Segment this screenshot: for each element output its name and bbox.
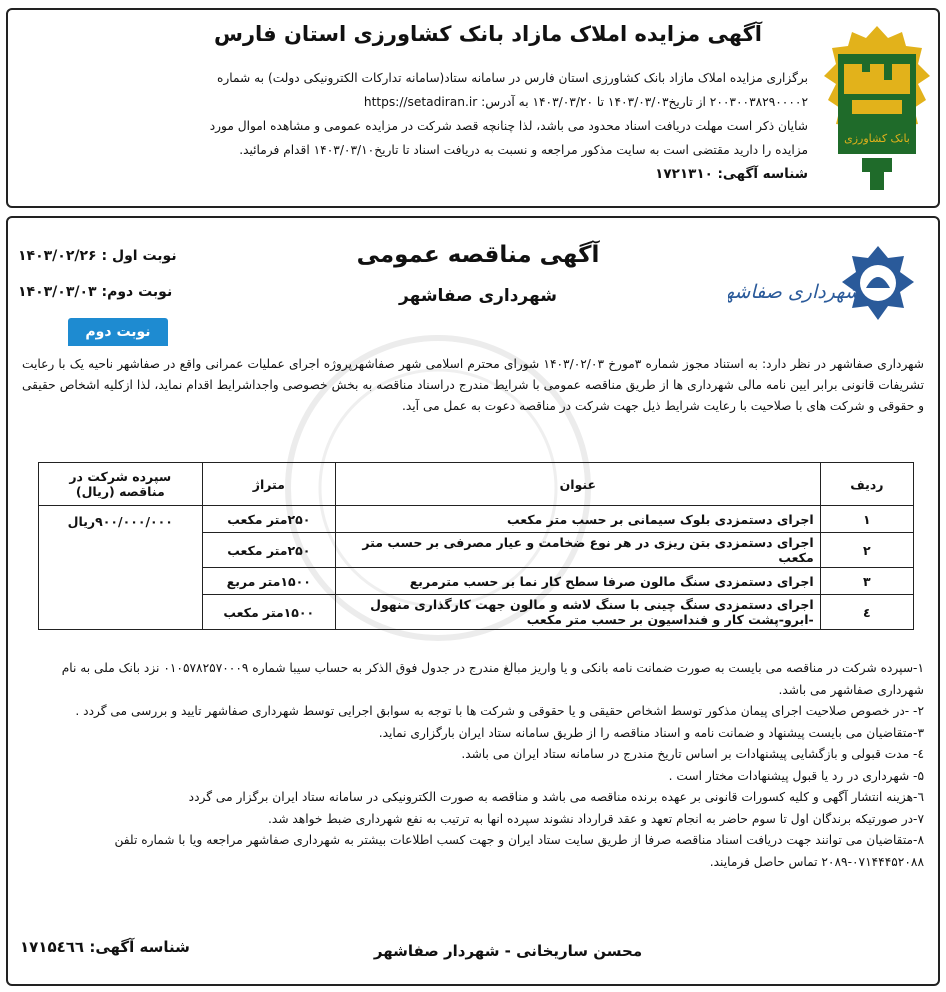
condition-item: ٤- مدت قبولی و بازگشایی پیشنهادات بر اساس تاریخ مندرج در سامانه ستاد ایران می باشد. (461, 747, 924, 761)
condition-item: ۲- -در خصوص صلاحیت اجرای پیمان مذکور توسط اشخاص حقیقی و یا حقوقی و شرکت ها با توجه به سوابق اجرایی توسط شهرداری صفاشهر تایید و بررسی می گردد . (75, 704, 924, 718)
round-second-date: نوبت دوم: ۱۴۰۳/۰۳/۰۳ (18, 284, 173, 300)
condition-item: ۳-متقاضیان می بایست پیشنهاد و ضمانت نامه و اسناد مناقصه را از طریق سامانه ستاد ایران بارگزاری نماید. (378, 725, 924, 740)
condition-item: ۱-سپرده شرکت در مناقصه می بایست به صورت ضمانت نامه بانکی و یا واریز مبالغ مندرج در جدول فوق الذکر به حساب سیبا شماره ۰۱۰۵۷۸۲۵۷۰۰۰۹ نزد بانک ملی به نام شهرداری صفاشهر می باشد. (61, 661, 924, 697)
bank-logo-text: بانک کشاورزی (844, 132, 910, 145)
tender-subtitle: شهرداری صفاشهر (399, 286, 557, 306)
row-deposit: ۹۰۰/۰۰۰/۰۰۰ریال (39, 506, 203, 630)
table-header-row (39, 463, 914, 506)
row-title: اجرای دستمزدی سنگ چینی با سنگ لاشه و مالون جهت کارگذاری منهول -ابرو-پشت کار و فنداسیون بر حسب متر مکعب (336, 595, 821, 630)
row-number: ٤ (820, 595, 913, 630)
header-quantity: متراژ (202, 463, 335, 506)
header-deposit: سپرده شرکت در مناقصه (ریال) (39, 463, 203, 506)
auction-body (22, 66, 808, 186)
row-number: ۲ (820, 533, 913, 568)
auction-title: آگهی مزایده املاک مازاد بانک کشاورزی استان فارس (213, 22, 762, 46)
auction-notice (6, 8, 940, 208)
bank-keshavarzi-logo (822, 24, 932, 194)
table-row (39, 506, 914, 533)
row-quantity: ۲۵۰متر مکعب (202, 533, 335, 568)
tender-notice (6, 216, 940, 986)
row-title: اجرای دستمزدی بتن ریزی در هر نوع ضخامت و عیار مصرفی بر حسب متر مکعب (336, 533, 821, 568)
auction-line: شایان ذکر است مهلت دریافت اسناد محدود می باشد، لذا چنانچه قصد شرکت در مزایده عمومی و مشاهده اموال مورد (209, 119, 808, 133)
condition-item: ٦-هزینه انتشار آگهی و کلیه کسورات قانونی بر عهده برنده مناقصه می باشد و مناقصه به صورت الکترونیکی در سامانه ستاد ایران برگزار می گردد (188, 790, 924, 804)
tender-id: شناسه آگهی: ۱۷۱۵٤٦٦ (20, 938, 190, 956)
condition-item: ۷-در صورتیکه برندگان اول تا سوم حاضر به انجام تعهد و عقد قرارداد نشوند سپرده انها به ترتیب به نفع شهرداری ضبط خواهد شد. (268, 811, 924, 826)
auction-line: ۲۰۰۳۰۰۳۸۲۹۰۰۰۰۲ از تاریخ۱۴۰۳/۰۳/۰۳ تا ۱۴۰۳/۰۳/۲۰ به آدرس: https://setadiran.ir (363, 95, 808, 109)
tender-title: آگهی مناقصه عمومی (356, 242, 600, 268)
row-quantity: ۲۵۰متر مکعب (202, 506, 335, 533)
condition-item: ۵- شهرداری در رد یا قبول پیشنهادات مختار است . (668, 768, 924, 783)
header-title: عنوان (336, 463, 821, 506)
condition-item: ۸-متقاضیان می توانند جهت دریافت اسناد مناقصه صرفا از طریق سایت ستاد ایران و جهت کسب اطلاعات بیشتر به شهرداری صفاشهر مراجعه ویا با شماره تلفن ۰۷۱۴۴۴۵۲۰۸۸-۲۰۸۹ تماس حاصل فرمایند. (114, 833, 924, 869)
row-number: ۳ (820, 568, 913, 595)
header-row-number: ردیف (820, 463, 913, 506)
tender-intro (22, 354, 924, 417)
row-quantity: ۱۵۰۰متر مربع (202, 568, 335, 595)
row-quantity: ۱۵۰۰متر مکعب (202, 595, 335, 630)
auction-id: شناسه آگهی: ۱۷۲۱۳۱۰ (655, 166, 808, 182)
round-badge: نوبت دوم (68, 318, 168, 346)
muni-logo-text: شهرداری صفاشهر (728, 281, 861, 303)
tender-items-table (38, 462, 914, 630)
safashahr-municipality-logo (728, 236, 918, 336)
row-title: اجرای دستمزدی سنگ مالون صرفا سطح کار نما بر حسب مترمربع (336, 568, 821, 595)
row-number: ۱ (820, 506, 913, 533)
mayor-signature: محسن ساریخانی - شهردار صفاشهر (373, 942, 643, 960)
auction-line: برگزاری مزایده املاک مازاد بانک کشاورزی استان فارس در سامانه ستاد(سامانه تدارکات الکترونیکی دولت) به شماره (217, 71, 808, 85)
auction-line: مزایده را دارید مقتضی است به سایت مذکور مراجعه و نسبت به دریافت اسناد تا تاریخ۱۴۰۳/۰۳/۱۰ اقدام فرمائید. (239, 143, 808, 157)
row-title: اجرای دستمزدی بلوک سیمانی بر حسب متر مکعب (336, 506, 821, 533)
tender-conditions (22, 658, 924, 873)
round-first-date: نوبت اول : ۱۴۰۳/۰۲/۲۶ (18, 248, 177, 264)
intro-text: شهرداری صفاشهر در نظر دارد: به استناد مجوز شماره ۳مورخ ۱۴۰۳/۰۲/۰۳ شورای محترم اسلامی شهر صفاشهرپروژه اجرای عملیات عمرانی واقع در صفاشهر ناحیه یک با رعایت تشریفات قانونی برابر ایین نامه مالی شهرداری ها از طریق مناقصه عمومی با شرایط مندرج دراسناد مناقصه به بخش خصوصی واجداشرایط اقدام نماید، لذا ازکلیه اشخاص حقیقی و حقوقی و شرکت های با صلاحیت با رعایت شرایط ذیل جهت شرکت در مناقصه دعوت به عمل می آید. (22, 357, 924, 413)
